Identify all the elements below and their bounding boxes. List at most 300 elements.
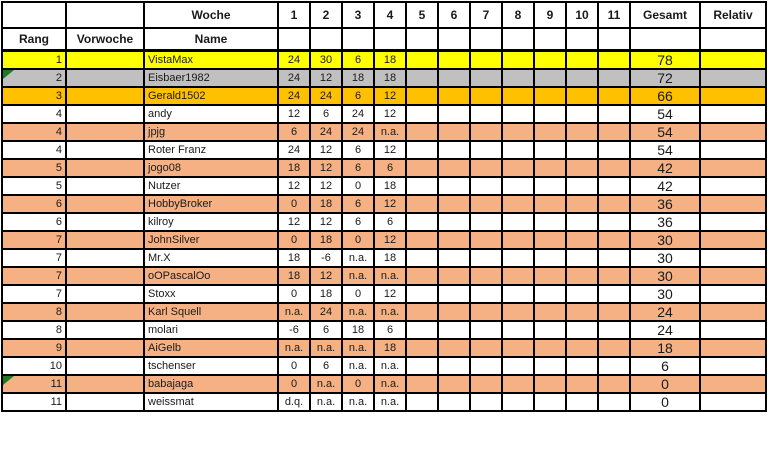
cell-gesamt[interactable]: 18 — [630, 339, 700, 357]
cell-week-2[interactable]: 12 — [310, 267, 342, 285]
header-week-8[interactable]: 8 — [502, 2, 534, 28]
cell-vorwoche[interactable] — [66, 249, 144, 267]
cell-week-5[interactable] — [406, 195, 438, 213]
cell-name[interactable]: Roter Franz — [144, 141, 278, 159]
cell-week-8[interactable] — [502, 339, 534, 357]
cell-gesamt[interactable]: 78 — [630, 51, 700, 70]
cell-week-6[interactable] — [438, 249, 470, 267]
cell-vorwoche[interactable] — [66, 141, 144, 159]
cell-week-3[interactable]: 24 — [342, 105, 374, 123]
cell-week-9[interactable] — [534, 159, 566, 177]
cell-name[interactable]: jogo08 — [144, 159, 278, 177]
cell-week-7[interactable] — [470, 141, 502, 159]
cell-week-10[interactable] — [566, 159, 598, 177]
header-blank-cell[interactable] — [406, 28, 438, 51]
cell-vorwoche[interactable] — [66, 231, 144, 249]
cell-vorwoche[interactable] — [66, 321, 144, 339]
cell-relativ[interactable] — [700, 213, 766, 231]
header-gesamt-label[interactable]: Gesamt — [630, 2, 700, 28]
cell-week-11[interactable] — [598, 321, 630, 339]
cell-week-2[interactable]: 6 — [310, 321, 342, 339]
cell-week-10[interactable] — [566, 123, 598, 141]
cell-week-10[interactable] — [566, 177, 598, 195]
cell-relativ[interactable] — [700, 357, 766, 375]
cell-week-1[interactable]: 24 — [278, 87, 310, 105]
cell-week-2[interactable]: 12 — [310, 213, 342, 231]
cell-week-3[interactable]: 0 — [342, 285, 374, 303]
header-blank-cell[interactable] — [630, 28, 700, 51]
cell-week-3[interactable]: 0 — [342, 375, 374, 393]
cell-week-6[interactable] — [438, 213, 470, 231]
cell-week-4[interactable]: n.a. — [374, 357, 406, 375]
cell-gesamt[interactable]: 30 — [630, 267, 700, 285]
cell-week-4[interactable]: 6 — [374, 321, 406, 339]
cell-week-4[interactable]: 12 — [374, 285, 406, 303]
cell-week-9[interactable] — [534, 249, 566, 267]
cell-rang[interactable]: 5 — [2, 159, 66, 177]
cell-week-5[interactable] — [406, 105, 438, 123]
header-blank-cell[interactable] — [342, 28, 374, 51]
cell-week-5[interactable] — [406, 321, 438, 339]
cell-week-7[interactable] — [470, 195, 502, 213]
cell-rang[interactable]: 8 — [2, 321, 66, 339]
cell-vorwoche[interactable] — [66, 177, 144, 195]
cell-week-5[interactable] — [406, 339, 438, 357]
cell-week-8[interactable] — [502, 249, 534, 267]
cell-week-3[interactable]: n.a. — [342, 267, 374, 285]
cell-week-9[interactable] — [534, 51, 566, 70]
cell-week-5[interactable] — [406, 249, 438, 267]
cell-vorwoche[interactable] — [66, 105, 144, 123]
header-blank-cell[interactable] — [278, 28, 310, 51]
cell-week-4[interactable]: n.a. — [374, 393, 406, 411]
cell-gesamt[interactable]: 30 — [630, 231, 700, 249]
cell-week-4[interactable]: 18 — [374, 177, 406, 195]
cell-week-1[interactable]: 18 — [278, 159, 310, 177]
cell-week-1[interactable]: 24 — [278, 141, 310, 159]
cell-week-6[interactable] — [438, 285, 470, 303]
cell-week-4[interactable]: 6 — [374, 213, 406, 231]
cell-relativ[interactable] — [700, 375, 766, 393]
cell-rang[interactable]: 4 — [2, 105, 66, 123]
header-blank-cell[interactable] — [598, 28, 630, 51]
cell-week-1[interactable]: n.a. — [278, 339, 310, 357]
cell-week-8[interactable] — [502, 303, 534, 321]
cell-vorwoche[interactable] — [66, 303, 144, 321]
cell-week-5[interactable] — [406, 375, 438, 393]
header-blank-cell[interactable] — [502, 28, 534, 51]
cell-vorwoche[interactable] — [66, 213, 144, 231]
cell-week-7[interactable] — [470, 159, 502, 177]
cell-relativ[interactable] — [700, 141, 766, 159]
cell-name[interactable]: kilroy — [144, 213, 278, 231]
cell-week-5[interactable] — [406, 393, 438, 411]
cell-vorwoche[interactable] — [66, 375, 144, 393]
cell-week-1[interactable]: n.a. — [278, 303, 310, 321]
cell-week-9[interactable] — [534, 303, 566, 321]
cell-week-1[interactable]: 24 — [278, 69, 310, 87]
cell-week-8[interactable] — [502, 51, 534, 70]
cell-week-6[interactable] — [438, 51, 470, 70]
cell-week-8[interactable] — [502, 105, 534, 123]
cell-week-11[interactable] — [598, 87, 630, 105]
cell-week-10[interactable] — [566, 393, 598, 411]
cell-name[interactable]: jpjg — [144, 123, 278, 141]
cell-vorwoche[interactable] — [66, 393, 144, 411]
cell-week-3[interactable]: n.a. — [342, 249, 374, 267]
cell-week-7[interactable] — [470, 213, 502, 231]
cell-name[interactable]: VistaMax — [144, 51, 278, 70]
cell-week-9[interactable] — [534, 231, 566, 249]
cell-week-11[interactable] — [598, 375, 630, 393]
cell-week-3[interactable]: 6 — [342, 87, 374, 105]
cell-vorwoche[interactable] — [66, 285, 144, 303]
cell-week-9[interactable] — [534, 177, 566, 195]
cell-week-2[interactable]: 24 — [310, 87, 342, 105]
header-vorwoche-label[interactable]: Vorwoche — [66, 28, 144, 51]
cell-week-11[interactable] — [598, 159, 630, 177]
cell-week-1[interactable]: 0 — [278, 195, 310, 213]
cell-week-6[interactable] — [438, 393, 470, 411]
cell-week-3[interactable]: n.a. — [342, 393, 374, 411]
cell-gesamt[interactable]: 72 — [630, 69, 700, 87]
cell-rang[interactable]: 3 — [2, 87, 66, 105]
cell-relativ[interactable] — [700, 177, 766, 195]
cell-week-8[interactable] — [502, 393, 534, 411]
cell-week-11[interactable] — [598, 339, 630, 357]
cell-name[interactable]: oOPascalOo — [144, 267, 278, 285]
header-blank-cell[interactable] — [534, 28, 566, 51]
cell-week-7[interactable] — [470, 87, 502, 105]
cell-week-9[interactable] — [534, 339, 566, 357]
cell-week-6[interactable] — [438, 69, 470, 87]
header-week-6[interactable]: 6 — [438, 2, 470, 28]
cell-week-8[interactable] — [502, 87, 534, 105]
cell-week-9[interactable] — [534, 267, 566, 285]
cell-gesamt[interactable]: 0 — [630, 393, 700, 411]
cell-week-2[interactable]: 18 — [310, 195, 342, 213]
cell-week-7[interactable] — [470, 267, 502, 285]
header-blank-cell[interactable] — [438, 28, 470, 51]
cell-week-11[interactable] — [598, 303, 630, 321]
cell-week-4[interactable]: 18 — [374, 249, 406, 267]
cell-week-8[interactable] — [502, 357, 534, 375]
cell-gesamt[interactable]: 66 — [630, 87, 700, 105]
cell-week-1[interactable]: 12 — [278, 213, 310, 231]
header-week-11[interactable]: 11 — [598, 2, 630, 28]
cell-gesamt[interactable]: 36 — [630, 195, 700, 213]
cell-gesamt[interactable]: 54 — [630, 141, 700, 159]
cell-name[interactable]: JohnSilver — [144, 231, 278, 249]
cell-week-11[interactable] — [598, 141, 630, 159]
cell-week-3[interactable]: 0 — [342, 231, 374, 249]
cell-week-3[interactable]: n.a. — [342, 303, 374, 321]
cell-week-4[interactable]: 18 — [374, 51, 406, 70]
cell-vorwoche[interactable] — [66, 159, 144, 177]
cell-week-2[interactable]: 18 — [310, 231, 342, 249]
cell-name[interactable]: molari — [144, 321, 278, 339]
cell-week-11[interactable] — [598, 123, 630, 141]
cell-week-9[interactable] — [534, 393, 566, 411]
header-woche-label[interactable]: Woche — [144, 2, 278, 28]
cell-week-5[interactable] — [406, 69, 438, 87]
cell-week-11[interactable] — [598, 393, 630, 411]
cell-gesamt[interactable]: 54 — [630, 123, 700, 141]
cell-rang[interactable]: 6 — [2, 195, 66, 213]
header-rang-label[interactable]: Rang — [2, 28, 66, 51]
header-blank-cell[interactable] — [470, 28, 502, 51]
cell-week-10[interactable] — [566, 375, 598, 393]
cell-relativ[interactable] — [700, 69, 766, 87]
cell-week-9[interactable] — [534, 69, 566, 87]
cell-week-4[interactable]: 12 — [374, 231, 406, 249]
header-blank-cell[interactable] — [700, 28, 766, 51]
header-blank-cell[interactable] — [566, 28, 598, 51]
cell-week-7[interactable] — [470, 357, 502, 375]
cell-week-9[interactable] — [534, 285, 566, 303]
cell-relativ[interactable] — [700, 123, 766, 141]
cell-week-11[interactable] — [598, 177, 630, 195]
cell-rang[interactable]: 1 — [2, 51, 66, 70]
cell-name[interactable]: AiGelb — [144, 339, 278, 357]
cell-week-6[interactable] — [438, 177, 470, 195]
cell-week-1[interactable]: -6 — [278, 321, 310, 339]
cell-week-7[interactable] — [470, 69, 502, 87]
cell-name[interactable]: weissmat — [144, 393, 278, 411]
cell-week-10[interactable] — [566, 357, 598, 375]
cell-week-9[interactable] — [534, 357, 566, 375]
header-week-10[interactable]: 10 — [566, 2, 598, 28]
cell-week-6[interactable] — [438, 339, 470, 357]
cell-week-8[interactable] — [502, 159, 534, 177]
cell-gesamt[interactable]: 42 — [630, 177, 700, 195]
cell-week-11[interactable] — [598, 213, 630, 231]
cell-week-1[interactable]: 6 — [278, 123, 310, 141]
cell-vorwoche[interactable] — [66, 123, 144, 141]
cell-relativ[interactable] — [700, 87, 766, 105]
cell-rang[interactable]: 11 — [2, 393, 66, 411]
cell-week-9[interactable] — [534, 321, 566, 339]
cell-week-10[interactable] — [566, 105, 598, 123]
header-week-1[interactable]: 1 — [278, 2, 310, 28]
cell-week-7[interactable] — [470, 177, 502, 195]
cell-gesamt[interactable]: 54 — [630, 105, 700, 123]
cell-rang[interactable]: 7 — [2, 231, 66, 249]
cell-relativ[interactable] — [700, 339, 766, 357]
cell-week-1[interactable]: 18 — [278, 249, 310, 267]
cell-week-6[interactable] — [438, 141, 470, 159]
cell-week-5[interactable] — [406, 357, 438, 375]
cell-week-1[interactable]: 0 — [278, 285, 310, 303]
cell-relativ[interactable] — [700, 267, 766, 285]
cell-relativ[interactable] — [700, 51, 766, 70]
cell-week-7[interactable] — [470, 393, 502, 411]
cell-vorwoche[interactable] — [66, 357, 144, 375]
cell-week-2[interactable]: 12 — [310, 69, 342, 87]
cell-week-6[interactable] — [438, 375, 470, 393]
cell-rang[interactable]: 4 — [2, 141, 66, 159]
cell-week-8[interactable] — [502, 231, 534, 249]
cell-rang[interactable]: 9 — [2, 339, 66, 357]
header-blank-cell[interactable] — [310, 28, 342, 51]
cell-week-2[interactable]: -6 — [310, 249, 342, 267]
cell-week-1[interactable]: 0 — [278, 375, 310, 393]
cell-week-9[interactable] — [534, 213, 566, 231]
header-blank-rang[interactable] — [2, 2, 66, 28]
cell-week-5[interactable] — [406, 177, 438, 195]
cell-rang[interactable]: 10 — [2, 357, 66, 375]
cell-week-4[interactable]: 18 — [374, 339, 406, 357]
cell-week-8[interactable] — [502, 321, 534, 339]
header-relativ-label[interactable]: Relativ — [700, 2, 766, 28]
cell-gesamt[interactable]: 30 — [630, 249, 700, 267]
cell-relativ[interactable] — [700, 231, 766, 249]
cell-week-2[interactable]: 12 — [310, 141, 342, 159]
cell-rang[interactable]: 8 — [2, 303, 66, 321]
cell-week-5[interactable] — [406, 159, 438, 177]
cell-week-6[interactable] — [438, 105, 470, 123]
cell-week-1[interactable]: 18 — [278, 267, 310, 285]
cell-week-8[interactable] — [502, 375, 534, 393]
cell-week-10[interactable] — [566, 51, 598, 70]
cell-week-2[interactable]: n.a. — [310, 393, 342, 411]
cell-week-7[interactable] — [470, 285, 502, 303]
cell-week-8[interactable] — [502, 123, 534, 141]
cell-week-3[interactable]: 6 — [342, 213, 374, 231]
cell-week-10[interactable] — [566, 285, 598, 303]
cell-week-2[interactable]: 18 — [310, 285, 342, 303]
cell-week-2[interactable]: 24 — [310, 123, 342, 141]
cell-week-5[interactable] — [406, 231, 438, 249]
cell-week-6[interactable] — [438, 357, 470, 375]
cell-vorwoche[interactable] — [66, 69, 144, 87]
cell-week-11[interactable] — [598, 285, 630, 303]
cell-gesamt[interactable]: 6 — [630, 357, 700, 375]
cell-rang[interactable]: 5 — [2, 177, 66, 195]
cell-week-7[interactable] — [470, 231, 502, 249]
cell-week-8[interactable] — [502, 195, 534, 213]
cell-week-1[interactable]: 12 — [278, 105, 310, 123]
cell-week-11[interactable] — [598, 231, 630, 249]
cell-week-3[interactable]: 18 — [342, 321, 374, 339]
cell-rang[interactable]: 2 — [2, 69, 66, 87]
cell-week-4[interactable]: 12 — [374, 105, 406, 123]
cell-gesamt[interactable]: 0 — [630, 375, 700, 393]
cell-week-6[interactable] — [438, 195, 470, 213]
cell-week-10[interactable] — [566, 321, 598, 339]
cell-week-6[interactable] — [438, 123, 470, 141]
cell-week-2[interactable]: 12 — [310, 159, 342, 177]
header-blank-cell[interactable] — [374, 28, 406, 51]
cell-rang[interactable]: 7 — [2, 267, 66, 285]
cell-week-9[interactable] — [534, 105, 566, 123]
cell-name[interactable]: Gerald1502 — [144, 87, 278, 105]
cell-week-9[interactable] — [534, 375, 566, 393]
cell-week-1[interactable]: 12 — [278, 177, 310, 195]
cell-week-3[interactable]: 6 — [342, 159, 374, 177]
cell-week-10[interactable] — [566, 303, 598, 321]
cell-vorwoche[interactable] — [66, 339, 144, 357]
cell-week-9[interactable] — [534, 123, 566, 141]
cell-relativ[interactable] — [700, 303, 766, 321]
cell-week-3[interactable]: 6 — [342, 195, 374, 213]
cell-name[interactable]: Eisbaer1982 — [144, 69, 278, 87]
cell-week-2[interactable]: 6 — [310, 105, 342, 123]
cell-week-5[interactable] — [406, 123, 438, 141]
cell-week-5[interactable] — [406, 285, 438, 303]
cell-name[interactable]: Nutzer — [144, 177, 278, 195]
cell-week-5[interactable] — [406, 51, 438, 70]
cell-week-6[interactable] — [438, 321, 470, 339]
cell-week-7[interactable] — [470, 249, 502, 267]
header-week-9[interactable]: 9 — [534, 2, 566, 28]
cell-week-1[interactable]: 0 — [278, 357, 310, 375]
cell-gesamt[interactable]: 36 — [630, 213, 700, 231]
cell-name[interactable]: babajaga — [144, 375, 278, 393]
cell-week-5[interactable] — [406, 303, 438, 321]
cell-gesamt[interactable]: 30 — [630, 285, 700, 303]
cell-week-3[interactable]: 24 — [342, 123, 374, 141]
cell-relativ[interactable] — [700, 321, 766, 339]
cell-week-8[interactable] — [502, 177, 534, 195]
cell-week-3[interactable]: n.a. — [342, 339, 374, 357]
cell-week-4[interactable]: 12 — [374, 141, 406, 159]
cell-week-10[interactable] — [566, 231, 598, 249]
cell-week-11[interactable] — [598, 195, 630, 213]
cell-week-5[interactable] — [406, 141, 438, 159]
cell-week-6[interactable] — [438, 303, 470, 321]
cell-week-10[interactable] — [566, 267, 598, 285]
cell-week-3[interactable]: 6 — [342, 51, 374, 70]
cell-week-2[interactable]: 12 — [310, 177, 342, 195]
cell-vorwoche[interactable] — [66, 267, 144, 285]
cell-week-1[interactable]: d.q. — [278, 393, 310, 411]
cell-week-8[interactable] — [502, 267, 534, 285]
cell-name[interactable]: Stoxx — [144, 285, 278, 303]
cell-week-1[interactable]: 24 — [278, 51, 310, 70]
cell-week-9[interactable] — [534, 87, 566, 105]
cell-week-3[interactable]: 6 — [342, 141, 374, 159]
cell-rang[interactable]: 4 — [2, 123, 66, 141]
cell-week-3[interactable]: n.a. — [342, 357, 374, 375]
cell-vorwoche[interactable] — [66, 51, 144, 70]
cell-relativ[interactable] — [700, 105, 766, 123]
cell-week-6[interactable] — [438, 267, 470, 285]
cell-week-9[interactable] — [534, 141, 566, 159]
cell-week-7[interactable] — [470, 123, 502, 141]
cell-week-3[interactable]: 0 — [342, 177, 374, 195]
cell-gesamt[interactable]: 24 — [630, 321, 700, 339]
cell-week-5[interactable] — [406, 87, 438, 105]
cell-relativ[interactable] — [700, 195, 766, 213]
header-week-3[interactable]: 3 — [342, 2, 374, 28]
cell-rang[interactable]: 6 — [2, 213, 66, 231]
cell-week-10[interactable] — [566, 339, 598, 357]
header-week-7[interactable]: 7 — [470, 2, 502, 28]
cell-week-7[interactable] — [470, 339, 502, 357]
cell-week-11[interactable] — [598, 267, 630, 285]
cell-vorwoche[interactable] — [66, 87, 144, 105]
cell-week-4[interactable]: 18 — [374, 69, 406, 87]
cell-relativ[interactable] — [700, 393, 766, 411]
cell-week-4[interactable]: n.a. — [374, 123, 406, 141]
cell-week-8[interactable] — [502, 69, 534, 87]
cell-week-7[interactable] — [470, 303, 502, 321]
cell-week-7[interactable] — [470, 51, 502, 70]
cell-week-9[interactable] — [534, 195, 566, 213]
cell-week-4[interactable]: n.a. — [374, 267, 406, 285]
cell-week-4[interactable]: n.a. — [374, 303, 406, 321]
